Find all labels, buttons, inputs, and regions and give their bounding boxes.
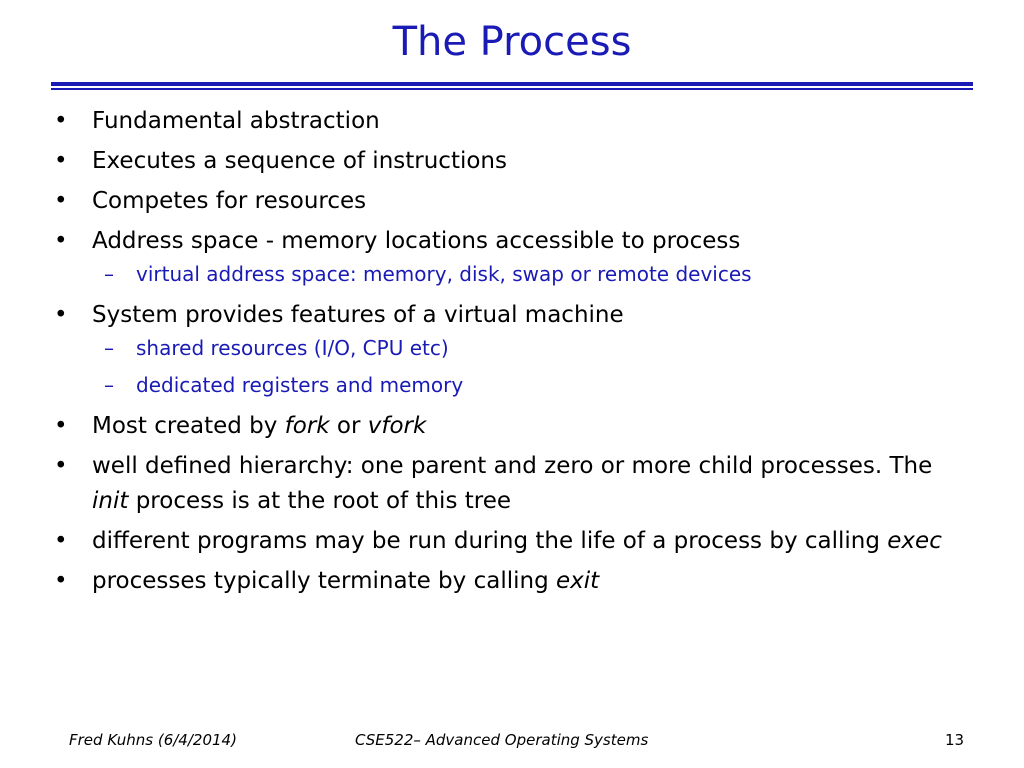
bullet-item <box>54 524 954 559</box>
bullet-text-part: Fundamental abstraction <box>92 108 380 134</box>
bullet-marker: • <box>54 528 68 554</box>
bullet-text-part: different programs may be run during the life of a process by calling <box>92 528 888 554</box>
bullet-text <box>92 302 624 328</box>
bullet-text <box>92 188 366 214</box>
slide-title: The Process <box>392 19 632 65</box>
sub-bullet-list <box>92 256 954 293</box>
sub-bullet-text: virtual address space: memory, disk, swap or remote devices <box>136 262 752 286</box>
bullet-text-part: or <box>329 413 368 439</box>
bullet-item <box>54 184 954 219</box>
sub-bullet-marker: – <box>104 262 114 286</box>
bullet-marker: • <box>54 453 68 479</box>
bullet-item <box>54 449 954 519</box>
sub-bullet-item <box>92 256 954 293</box>
bullet-text-part: Address space - memory locations accessible to process <box>92 228 741 254</box>
bullet-item <box>54 564 954 599</box>
slide-number: 13 <box>945 731 965 749</box>
bullet-text-part: process is at the root of this tree <box>128 488 512 514</box>
bullet-item <box>54 298 954 404</box>
bullet-term: fork <box>284 413 330 439</box>
bullet-marker: • <box>54 413 68 439</box>
title-divider <box>51 82 973 92</box>
bullet-text <box>92 568 599 594</box>
bullet-marker: • <box>54 148 68 174</box>
bullet-text-part: processes typically terminate by calling <box>92 568 556 594</box>
footer-course: CSE522– Advanced Operating Systems <box>355 731 649 749</box>
footer-author: Fred Kuhns (6/4/2014) <box>69 731 237 749</box>
bullet-item <box>54 104 954 139</box>
bullet-marker: • <box>54 188 68 214</box>
bullet-marker: • <box>54 568 68 594</box>
bullet-list <box>54 104 954 604</box>
bullet-item <box>54 409 954 444</box>
bullet-marker: • <box>54 228 68 254</box>
bullet-text <box>92 453 932 514</box>
bullet-text-part: System provides features of a virtual machine <box>92 302 624 328</box>
bullet-marker: • <box>54 108 68 134</box>
title-divider-thin <box>51 88 973 90</box>
sub-bullet-marker: – <box>104 373 114 397</box>
bullet-term: vfork <box>367 413 427 439</box>
bullet-text-part: Most created by <box>92 413 285 439</box>
title-divider-thick <box>51 82 973 86</box>
bullet-text-part: well defined hierarchy: one parent and zero or more child processes. The <box>92 453 933 479</box>
bullet-text <box>92 108 380 134</box>
bullet-marker: • <box>54 302 68 328</box>
bullet-text <box>92 413 426 439</box>
sub-bullet-list <box>92 330 954 404</box>
bullet-term: exit <box>555 568 600 594</box>
bullet-text <box>92 228 740 254</box>
bullet-text-part: Executes a sequence of instructions <box>92 148 507 174</box>
bullet-text-part: Competes for resources <box>92 188 367 214</box>
bullet-term: init <box>92 488 129 514</box>
bullet-item <box>54 224 954 293</box>
sub-bullet-marker: – <box>104 336 114 360</box>
bullet-item <box>54 144 954 179</box>
sub-bullet-item <box>92 330 954 367</box>
bullet-text <box>92 528 942 554</box>
bullet-text <box>92 148 507 174</box>
bullet-term: exec <box>887 528 942 554</box>
sub-bullet-text: dedicated registers and memory <box>136 373 464 397</box>
sub-bullet-text: shared resources (I/O, CPU etc) <box>136 336 449 360</box>
sub-bullet-item <box>92 367 954 404</box>
